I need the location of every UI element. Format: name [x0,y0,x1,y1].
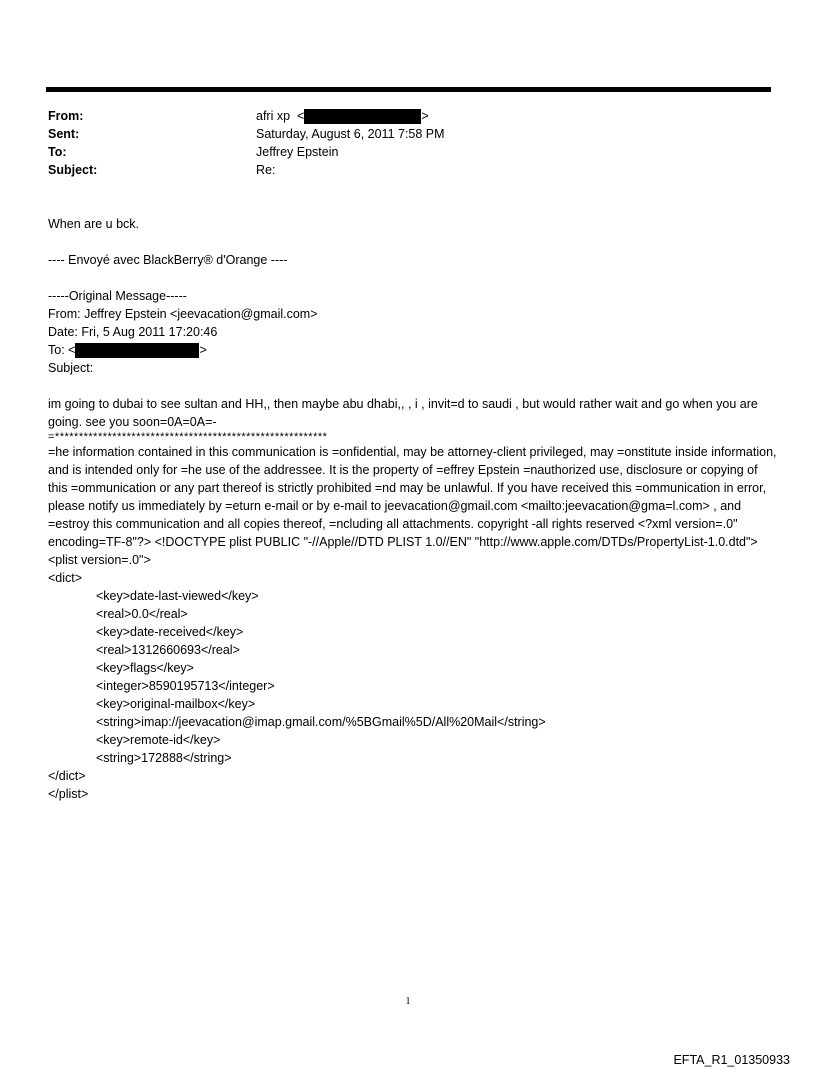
original-subject: Subject: [48,361,94,375]
dict-line: <real>0.0</real> [96,607,188,621]
subject-row [48,161,768,179]
original-message-header: -----Original Message----- [48,289,187,303]
from-open-bracket: < [297,109,305,123]
sent-label: Sent: [48,127,80,141]
from-value [256,107,429,125]
page-number: 1 [405,996,411,1007]
separator-line: =********************************************************* [48,431,328,443]
top-rule [46,87,771,92]
dict-line: <key>original-mailbox</key> [96,697,256,711]
dict-line: <string>172888</string> [96,751,232,765]
signature-line: ---- Envoyé avec BlackBerry® d'Orange ---- [48,253,288,267]
original-to [48,341,778,359]
reply-text: When are u bck. [48,217,140,231]
original-from: From: Jeffrey Epstein <jeevacation@gmail.com> [48,307,318,321]
dict-line: <key>date-last-viewed</key> [96,589,259,603]
original-to-suffix: > [199,343,207,357]
plist-open: <plist version=.0"> [48,553,151,567]
from-close-bracket: > [421,109,429,123]
redaction-box [304,109,421,124]
to-label: To: [48,145,67,159]
disclaimer-text: =he information contained in this communication is =onfidential, may be attorney-client privileged, may =onstitute inside information, and is intended only for =he use of the addressee. It is the property of =effrey Epstein =nauthorized use, disclosure or copying of this =ommunication or any part thereof is strictly prohibited =nd may be unlawful. If you have received this =ommunication in error, please notify us immediately by =eturn e-mail or by e-mail to jeevacation@gmail.com <mailto:jeevacation@gma=l.com> , and =estroy this communication and all copies thereof, =ncluding all attachments. copyright -all rights reserved <?xml version=.0" encoding=TF-8"?> <!DOCTYPE plist PUBLIC "-//Apple//DTD PLIST 1.0//EN" "http://www.apple.com/DTDs/PropertyList-1.0.dtd"> [48,445,777,549]
message-text: im going to dubai to see sultan and HH,, then maybe abu dhabi,, , i , invit=d to saudi , but would rather wait and go when you are going. see you soon=0A=0A=- [48,397,758,429]
dict-line: <integer>8590195713</integer> [96,679,275,693]
to-value: Jeffrey Epstein [256,145,339,159]
original-to-prefix: To: < [48,343,76,357]
subject-label: Subject: [48,163,98,177]
dict-line: <key>flags</key> [96,661,194,675]
dict-line: <real>1312660693</real> [96,643,240,657]
subject-value: Re: [256,163,276,177]
to-row [48,143,768,161]
dict-close: </dict> [48,769,86,783]
from-row [48,107,768,125]
sent-row [48,125,768,143]
email-header [48,107,768,179]
dict-line: <string>imap://jeevacation@imap.gmail.com/%5BGmail%5D/All%20Mail</string> [96,715,546,729]
document-id: EFTA_R1_01350933 [673,1053,790,1067]
from-label: From: [48,109,84,123]
sent-value: Saturday, August 6, 2011 7:58 PM [256,127,445,141]
dict-open: <dict> [48,571,83,585]
plist-close: </plist> [48,787,89,801]
from-name: afri xp [256,109,291,123]
original-date: Date: Fri, 5 Aug 2011 17:20:46 [48,325,218,339]
email-body [48,215,778,803]
dict-line: <key>remote-id</key> [96,733,221,747]
dict-line: <key>date-received</key> [96,625,244,639]
redaction-box [75,343,199,358]
